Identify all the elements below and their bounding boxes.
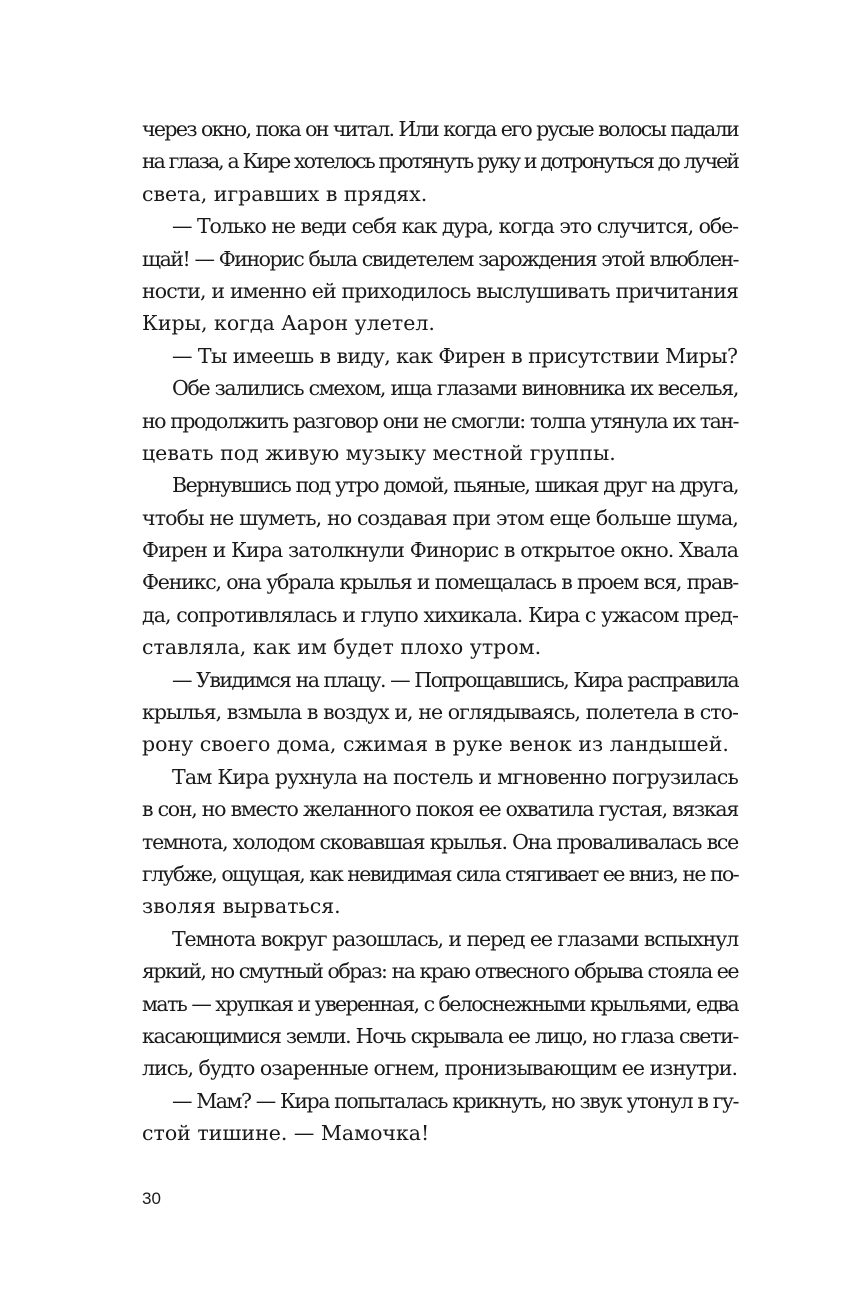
text-line: стой тишине. — Мамочка! (142, 1121, 430, 1146)
body-text (142, 113, 738, 1150)
text-line: лись, будто озаренные огнем, пронизывающим ее изнутри. (142, 1056, 738, 1081)
text-line: на глаза, а Кире хотелось протянуть руку и дотронуться до лучей (142, 149, 738, 174)
text-line: Киры, когда Аарон улетел. (142, 311, 435, 336)
paragraph-first-line: Обе залились смехом, ища глазами виновника их веселья, (172, 376, 738, 401)
text-line: чтобы не шуметь, но создавая при этом еще больше шума, (142, 505, 738, 530)
text-line: зволяя вырваться. (142, 894, 341, 919)
text-line: да, сопротивлялась и глупо хихикала. Кира с ужасом пред- (142, 602, 738, 627)
paragraph-first-line: Вернувшись под утро домой, пьяные, шикая друг на друга, (172, 473, 738, 498)
text-line: темнота, холодом сковавшая крылья. Она проваливалась все (142, 829, 738, 854)
text-line: ности, и именно ей приходилось выслушивать причитания (142, 278, 738, 303)
text-line: рону своего дома, сжимая в руке венок из ландышей. (142, 732, 729, 757)
paragraph-first-line: — Увидимся на плацу. — Попрощавшись, Кира расправила (172, 667, 738, 692)
text-line: света, игравших в прядях. (142, 181, 428, 206)
page-number: 30 (142, 1189, 161, 1208)
paragraph-first-line: Темнота вокруг разошлась, и перед ее глазами вспыхнул (172, 926, 738, 951)
text-line: Феникс, она убрала крылья и помещалась в проем вся, прав- (142, 570, 738, 595)
text-line: касающимися земли. Ночь скрывала ее лицо, но глаза свети- (142, 1023, 738, 1048)
paragraph-first-line: — Ты имеешь в виду, как Фирен в присутствии Миры? (172, 343, 738, 368)
text-line: яркий, но смутный образ: на краю отвесного обрыва стояла ее (142, 959, 738, 984)
text-line: крылья, взмыла в воздух и, не оглядываясь, полетела в сто- (142, 700, 738, 725)
paragraph-first-line: Там Кира рухнула на постель и мгновенно погрузилась (172, 764, 738, 789)
text-line: через окно, пока он читал. Или когда его русые волосы падали (142, 117, 738, 141)
text-line: ставляла, как им будет плохо утром. (142, 635, 542, 660)
text-line: мать — хрупкая и уверенная, с белоснежными крыльями, едва (142, 991, 738, 1016)
text-line: цевать под живую музыку местной группы. (142, 440, 616, 465)
paragraph-first-line: — Только не веди себя как дура, когда это случится, обе- (172, 214, 738, 239)
text-line: Фирен и Кира затолкнули Финорис в открытое окно. Хвала (142, 538, 738, 563)
paragraph-first-line: — Мам? — Кира попыталась крикнуть, но звук утонул в гу- (172, 1088, 738, 1113)
text-line: но продолжить разговор они не смогли: толпа утянула их тан- (142, 408, 738, 433)
text-line: в сон, но вместо желанного покоя ее охватила густая, вязкая (142, 797, 738, 822)
text-line: глубже, ощущая, как невидимая сила стягивает ее вниз, не по- (142, 861, 738, 886)
text-line: щай! — Финорис была свидетелем зарождения этой влюблен- (142, 246, 738, 271)
